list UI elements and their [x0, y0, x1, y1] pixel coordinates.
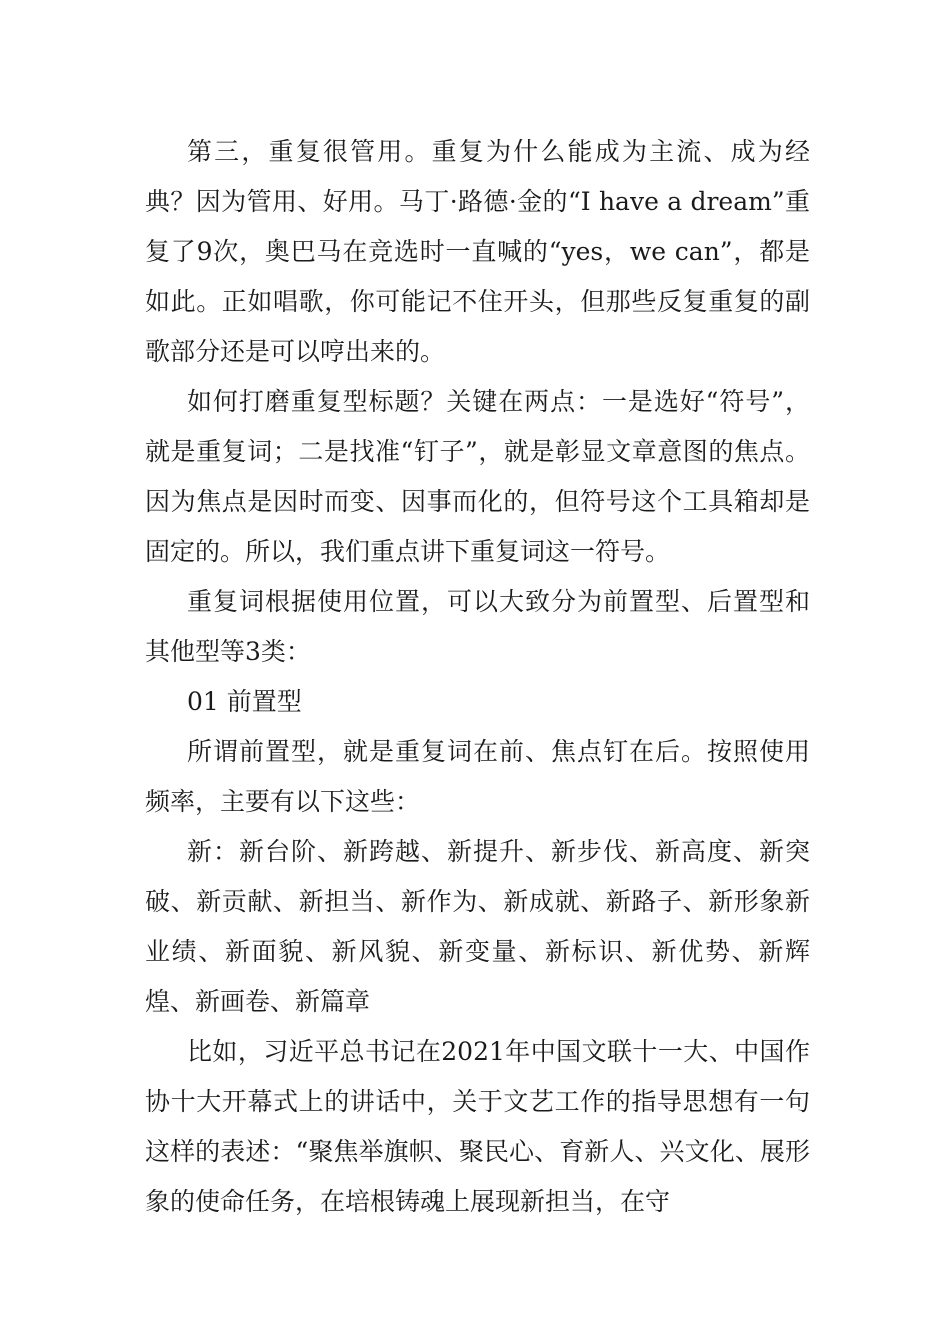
- section-heading-prefix-type: 01 前置型: [187, 687, 302, 716]
- paragraph-example-speech: 比如，习近平总书记在2021年中国文联十一大、中国作协十大开幕式上的讲话中，关于文艺工作的指导思想有一句这样的表述：“聚焦举旗帜、聚民心、育新人、兴文化、展形象的使命任务，在培根铸魂上展现新担当，在守: [145, 1037, 810, 1216]
- paragraph-categories: 重复词根据使用位置，可以大致分为前置型、后置型和其他型等3类：: [145, 587, 810, 666]
- paragraph-repetition-useful: 第三，重复很管用。重复为什么能成为主流、成为经典？因为管用、好用。马丁·路德·金的“I have a dream”重复了9次，奥巴马在竞选时一直喊的“yes，we can”，都是如此。正如唱歌，你可能记不住开头，但那些反复重复的副歌部分还是可以哼出来的。: [145, 137, 810, 366]
- paragraph-new-word-list: 新：新台阶、新跨越、新提升、新步伐、新高度、新突破、新贡献、新担当、新作为、新成就、新路子、新形象新业绩、新面貌、新风貌、新变量、新标识、新优势、新辉煌、新画卷、新篇章: [145, 837, 810, 1016]
- paragraph-how-to-polish-titles: 如何打磨重复型标题？关键在两点：一是选好“符号”，就是重复词；二是找准“钉子”，就是彰显文章意图的焦点。因为焦点是因时而变、因事而化的，但符号这个工具箱却是固定的。所以，我们重点讲下重复词这一符号。: [145, 387, 810, 566]
- document-body: [145, 127, 810, 1227]
- paragraph-prefix-definition: 所谓前置型，就是重复词在前、焦点钉在后。按照使用频率，主要有以下这些：: [145, 737, 810, 816]
